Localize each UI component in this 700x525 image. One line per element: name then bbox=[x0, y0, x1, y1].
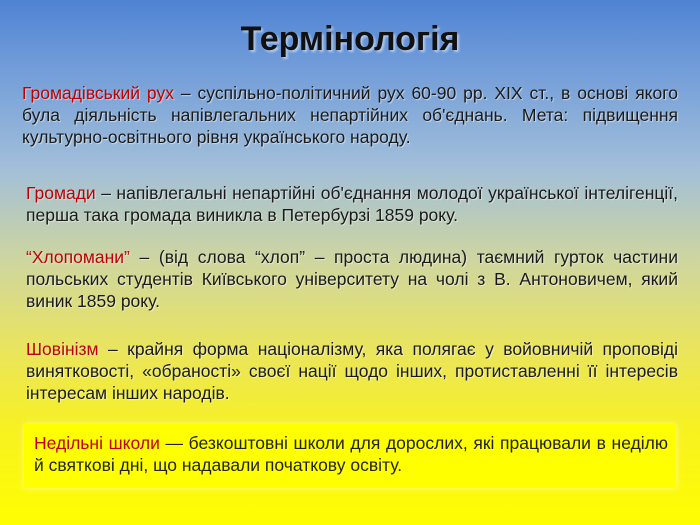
definition-text: – крайня форма націоналізму, яка полягає у войовничій проповіді винятковості, «обраності» своєї нації щодо інших, протиставленні її інтересів інтересам інших народів. bbox=[26, 339, 678, 403]
sunday-schools-card bbox=[24, 424, 676, 488]
term-label: Шовінізм bbox=[26, 339, 99, 359]
term-label: “Хлопомани” bbox=[26, 247, 130, 267]
definition-hromadivskyi-rukh bbox=[22, 82, 678, 148]
term-label: Громадівський рух bbox=[22, 83, 174, 103]
definition-hromady bbox=[26, 182, 678, 226]
definition-khlopomany bbox=[26, 246, 678, 312]
slide-title: Термінологія bbox=[240, 20, 460, 58]
definition-text: – напівлегальні непартійні об'єднання молодої української інтелігенції, перша така громада виникла в Петербурзі 1859 року. bbox=[26, 183, 678, 225]
definition-text: – (від слова “хлоп” – проста людина) таємний гурток частини польських студентів Київського університету на чолі з В. Антоновичем, який виник 1859 року. bbox=[26, 247, 678, 311]
definition-nedilni-shkoly bbox=[34, 432, 668, 476]
definition-shovinizm bbox=[26, 338, 678, 404]
definition-text: — безкоштовні школи для дорослих, які працювали в неділю й святкові дні, що надавали початкову освіту. bbox=[34, 433, 669, 475]
term-label: Громади bbox=[26, 183, 96, 203]
term-label: Недільні школи bbox=[34, 433, 160, 453]
definition-text: – суспільно-політичний рух 60-90 рр. XIX ст., в основі якого була діяльність напівлегальних непартійних об'єднань. Мета: підвищення культурно-освітнього рівня українського народу. bbox=[22, 83, 678, 147]
